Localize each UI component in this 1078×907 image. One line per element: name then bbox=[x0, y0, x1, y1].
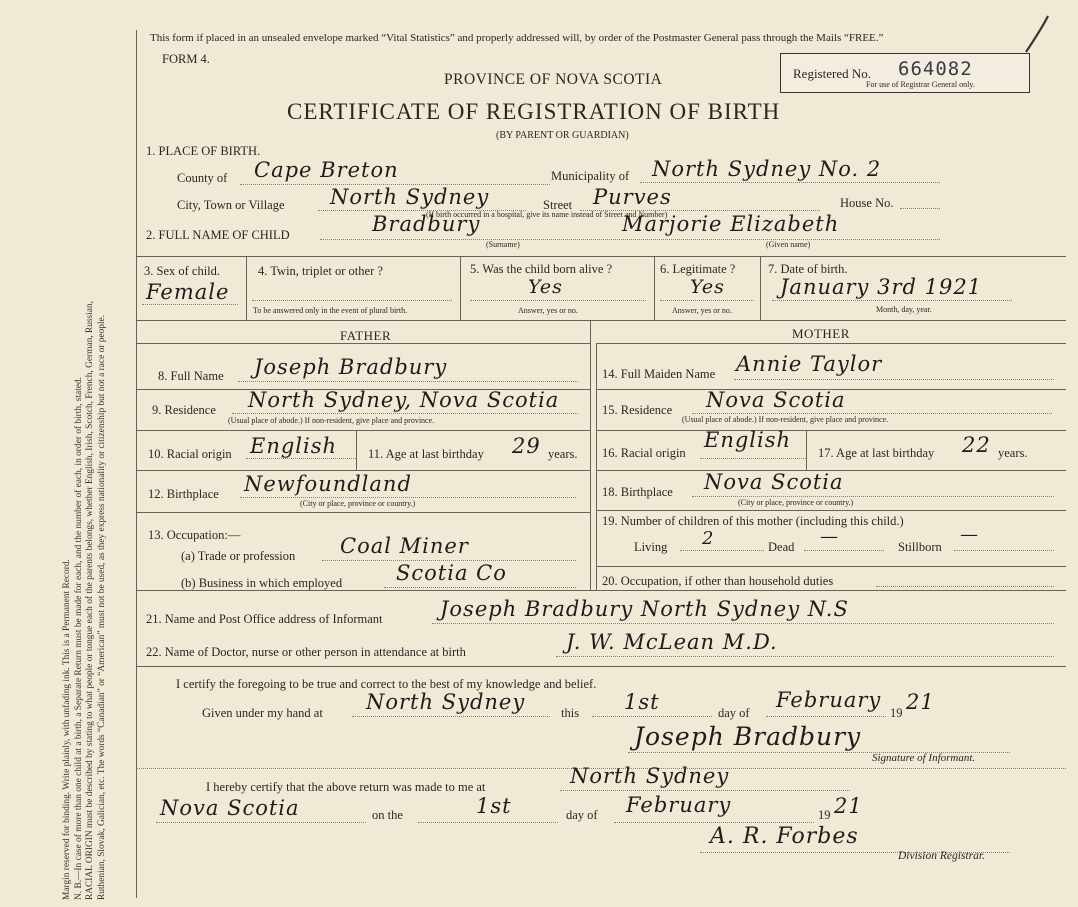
registered-label: Registered No. bbox=[793, 66, 871, 81]
municipality-label: Municipality of bbox=[551, 169, 630, 183]
city-value: North Sydney bbox=[330, 185, 490, 209]
registrar-year-value: 21 bbox=[834, 794, 863, 818]
province-heading: PROVINCE OF NOVA SCOTIA bbox=[444, 71, 663, 88]
certificate-title: CERTIFICATE OF REGISTRATION OF BIRTH bbox=[287, 99, 781, 124]
sex-label: 3. Sex of child. bbox=[144, 264, 221, 278]
father-age-label: 11. Age at last birthday bbox=[368, 447, 484, 461]
father-trade-label: (a) Trade or profession bbox=[181, 549, 296, 563]
father-residence-label: 9. Residence bbox=[152, 403, 216, 417]
certificate-subtitle: (BY PARENT OR GUARDIAN) bbox=[496, 130, 629, 141]
father-birthplace-note: (City or place, province or country.) bbox=[300, 499, 416, 508]
mother-name-value: Annie Taylor bbox=[736, 352, 883, 376]
father-name-label: 8. Full Name bbox=[158, 369, 224, 383]
father-heading: FATHER bbox=[340, 328, 392, 343]
margin-line-3: RACIAL ORIGIN must be described by stating to what people or tongue each of the parents belongs, whether English, Irish, Scotch, French, German, Russian, bbox=[85, 300, 95, 900]
informant-label: 21. Name and Post Office address of Informant bbox=[146, 612, 383, 626]
mother-residence-value: Nova Scotia bbox=[706, 388, 846, 412]
twin-label: 4. Twin, triplet or other ? bbox=[258, 264, 383, 278]
form-number: FORM 4. bbox=[162, 52, 210, 66]
mother-children-label: 19. Number of children of this mother (including this child.) bbox=[602, 514, 904, 528]
sex-value: Female bbox=[146, 280, 230, 304]
hospital-note: (If birth occurred in a hospital, give its name instead of Street and Number) bbox=[426, 210, 668, 219]
registrar-day-of-label: day of bbox=[566, 808, 598, 822]
given-place-value: North Sydney bbox=[366, 690, 526, 714]
certify-statement: I certify the foregoing to be true and correct to the best of my knowledge and belief. bbox=[176, 677, 597, 691]
stillborn-label: Stillborn bbox=[898, 540, 942, 554]
registrar-note: For use of Registrar General only. bbox=[866, 80, 975, 89]
surname-caption: (Surname) bbox=[486, 240, 520, 249]
city-label: City, Town or Village bbox=[177, 198, 285, 212]
mother-birthplace-note: (City or place, province or country.) bbox=[738, 498, 854, 507]
living-value: 2 bbox=[702, 528, 715, 549]
mother-heading: MOTHER bbox=[792, 326, 850, 341]
mother-residence-label: 15. Residence bbox=[602, 403, 673, 417]
father-racial-label: 10. Racial origin bbox=[148, 447, 232, 461]
registrar-place-value-2: Nova Scotia bbox=[160, 796, 300, 820]
registrar-month-value: February bbox=[626, 793, 732, 817]
signature-caption: Signature of Informant. bbox=[872, 752, 976, 764]
child-given-name: Marjorie Elizabeth bbox=[622, 212, 840, 236]
house-label: House No. bbox=[840, 196, 894, 210]
municipality-value: North Sydney No. 2 bbox=[652, 157, 882, 181]
registered-number: 664082 bbox=[898, 58, 973, 80]
mother-birthplace-label: 18. Birthplace bbox=[602, 485, 673, 499]
father-residence-value: North Sydney, Nova Scotia bbox=[248, 388, 560, 412]
alive-value: Yes bbox=[528, 276, 563, 298]
postal-notice: This form if placed in an unsealed envelope marked “Vital Statistics” and properly addressed will, by order of the Postmaster General pass through the Mails “FREE.” bbox=[150, 32, 884, 44]
mother-name-label: 14. Full Maiden Name bbox=[602, 367, 716, 381]
certify-day-of-label: day of bbox=[718, 706, 750, 720]
legitimate-label: 6. Legitimate ? bbox=[660, 262, 736, 276]
child-name-label: 2. FULL NAME OF CHILD bbox=[146, 228, 290, 242]
registrar-statement: I hereby certify that the above return was made to me at bbox=[206, 780, 486, 794]
margin-instructions bbox=[62, 40, 122, 900]
street-label: Street bbox=[543, 198, 573, 212]
margin-line-1: Margin reserved for binding. Write plainly, with unfading ink. This is a Permanent Record. bbox=[62, 559, 72, 900]
registrar-signature: A. R. Forbes bbox=[710, 824, 859, 849]
street-value: Purves bbox=[593, 185, 672, 209]
margin-line-4: Ruthenian, Slovak, Galician, etc. The words “Canadian” or “American” must not be used, as they express nationality or citizenship but not a race or people. bbox=[96, 314, 107, 900]
registrar-place-value: North Sydney bbox=[570, 764, 730, 788]
certify-year-value: 21 bbox=[906, 690, 935, 714]
mother-birthplace-value: Nova Scotia bbox=[704, 470, 844, 494]
mother-residence-note: (Usual place of abode.) If non-resident, give place and province. bbox=[682, 415, 889, 424]
father-occupation-label: 13. Occupation:— bbox=[148, 528, 241, 542]
dob-label: 7. Date of birth. bbox=[768, 262, 848, 276]
father-business-value: Scotia Co bbox=[396, 561, 507, 585]
certify-month-value: February bbox=[776, 688, 882, 712]
certify-day-value: 1st bbox=[624, 690, 660, 714]
stillborn-value: — bbox=[960, 524, 979, 545]
father-business-label: (b) Business in which employed bbox=[181, 576, 343, 590]
living-label: Living bbox=[634, 540, 668, 554]
father-birthplace-value: Newfoundland bbox=[244, 472, 412, 496]
county-value: Cape Breton bbox=[254, 158, 399, 182]
alive-note: Answer, yes or no. bbox=[518, 306, 578, 315]
informant-signature: Joseph Bradbury bbox=[634, 722, 862, 751]
father-residence-note: (Usual place of abode.) If non-resident, give place and province. bbox=[228, 416, 435, 425]
father-racial-value: English bbox=[250, 434, 338, 458]
doctor-value: J. W. McLean M.D. bbox=[566, 630, 778, 654]
county-label: County of bbox=[177, 171, 228, 185]
father-trade-value: Coal Miner bbox=[340, 534, 469, 558]
dob-value: January 3rd 1921 bbox=[780, 275, 983, 299]
registrar-on-the-label: on the bbox=[372, 808, 403, 822]
mother-years-label: years. bbox=[998, 446, 1028, 460]
mother-age-value: 22 bbox=[962, 433, 991, 457]
alive-label: 5. Was the child born alive ? bbox=[470, 262, 613, 276]
margin-line-2: N. B.—In case of more than one child at a birth, a Separate Return must be made for each, and the number of each, in order of birth, stated. bbox=[73, 377, 84, 900]
twin-note: To be answered only in the event of plural birth. bbox=[253, 306, 408, 315]
certify-year-prefix: 19 bbox=[890, 706, 903, 720]
father-years-label: years. bbox=[548, 447, 578, 461]
legitimate-value: Yes bbox=[690, 276, 725, 298]
dead-label: Dead bbox=[768, 540, 795, 554]
given-name-caption: (Given name) bbox=[766, 240, 811, 249]
registrar-caption: Division Registrar. bbox=[898, 850, 985, 862]
father-age-value: 29 bbox=[512, 434, 541, 458]
father-birthplace-label: 12. Birthplace bbox=[148, 487, 219, 501]
doctor-label: 22. Name of Doctor, nurse or other person in attendance at birth bbox=[146, 645, 466, 659]
registrar-year-prefix: 19 bbox=[818, 808, 831, 822]
registrar-day-value: 1st bbox=[476, 794, 512, 818]
child-surname: Bradbury bbox=[372, 212, 481, 236]
father-name-value: Joseph Bradbury bbox=[254, 355, 448, 379]
mother-occupation-label: 20. Occupation, if other than household duties bbox=[602, 574, 834, 588]
place-of-birth-label: 1. PLACE OF BIRTH. bbox=[146, 144, 261, 158]
informant-value: Joseph Bradbury North Sydney N.S bbox=[440, 597, 849, 621]
mother-racial-value: English bbox=[704, 428, 792, 452]
given-under-label: Given under my hand at bbox=[202, 706, 323, 720]
mother-age-label: 17. Age at last birthday bbox=[818, 446, 935, 460]
mother-racial-label: 16. Racial origin bbox=[602, 446, 686, 460]
this-label: this bbox=[561, 706, 580, 720]
dob-note: Month, day, year. bbox=[876, 305, 932, 314]
legitimate-note: Answer, yes or no. bbox=[672, 306, 732, 315]
dead-value: — bbox=[820, 526, 839, 547]
pen-mark-icon bbox=[1016, 14, 1056, 54]
